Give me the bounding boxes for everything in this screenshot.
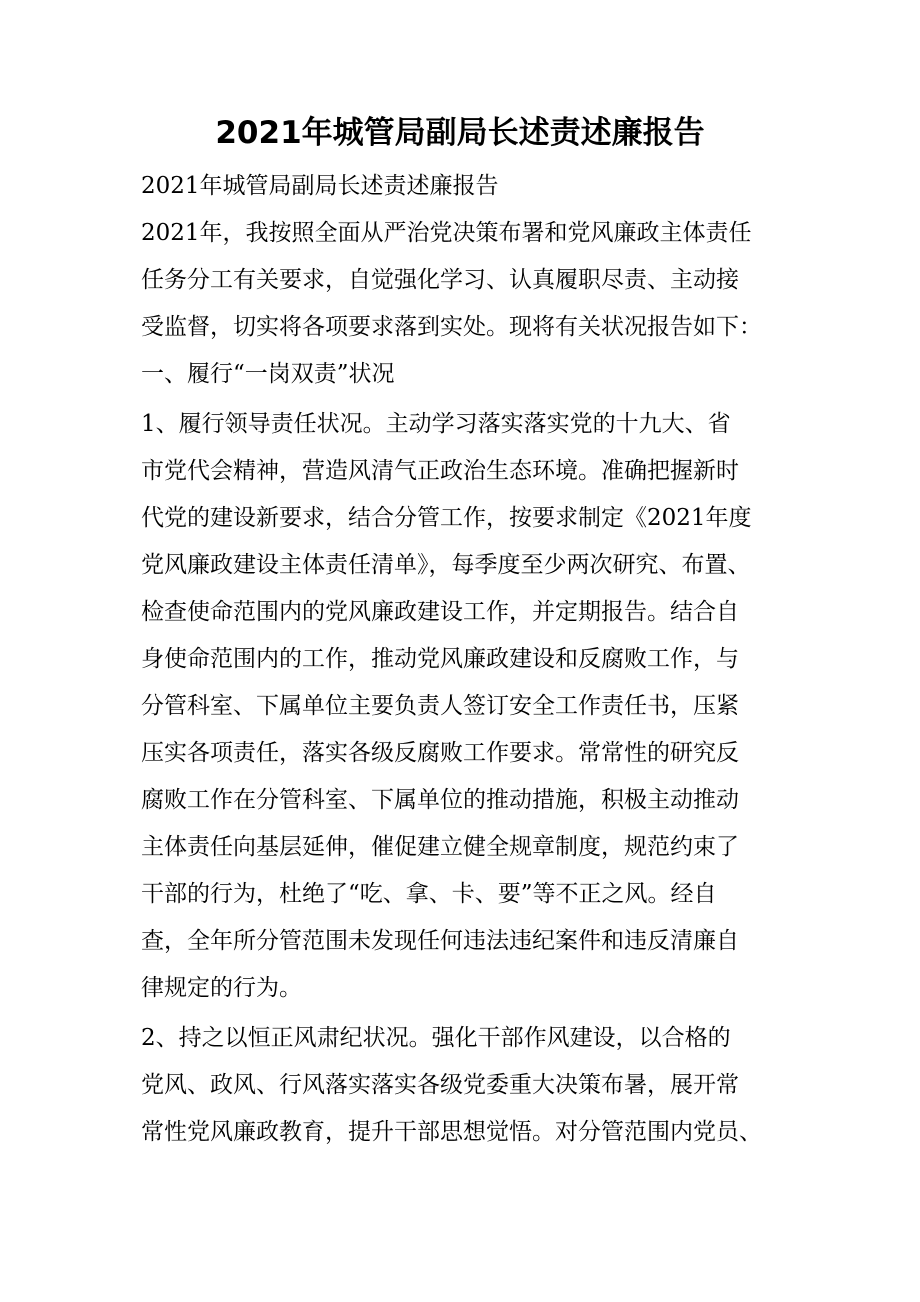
body-line: 腐败工作在分管科室、下属单位的推动措施，积极主动推动 [141, 787, 739, 813]
body-line: 市党代会精神，营造风清气正政治生态环境。准确把握新时 [141, 458, 739, 484]
section-heading: 一、履行“一岗双责”状况 [141, 361, 395, 387]
body-line: 2021年，我按照全面从严治党决策布署和党风廉政主体责任 [141, 220, 752, 246]
body-line: 2021年城管局副局长述责述廉报告 [141, 173, 499, 199]
body-line: 压实各项责任，落实各级反腐败工作要求。常常性的研究反 [141, 740, 739, 766]
body-line: 1、履行领导责任状况。主动学习落实落实党的十九大、省 [141, 411, 731, 437]
body-line: 律规定的行为。 [141, 975, 302, 1001]
body-line: 查，全年所分管范围未发现任何违法违纪案件和违反清廉自 [141, 928, 739, 954]
body-line: 身使命范围内的工作，推动党风廉政建设和反腐败工作，与 [141, 646, 739, 672]
body-line: 2、持之以恒正风肃纪状况。强化干部作风建设，以合格的 [141, 1025, 731, 1051]
body-line: 干部的行为，杜绝了“吃、拿、卡、要”等不正之风。经自 [141, 881, 717, 907]
body-line: 受监督，切实将各项要求落到实处。现将有关状况报告如下： [141, 314, 762, 340]
body-line: 党风、政风、行风落实落实各级党委重大决策布暑，展开常 [141, 1072, 739, 1098]
document-body [141, 163, 791, 1156]
body-line: 检查使命范围内的党风廉政建设工作，并定期报告。结合自 [141, 599, 739, 625]
document-title: 2021年城管局副局长述责述廉报告 [215, 115, 705, 151]
body-line: 党风廉政建设主体责任清单》，每季度至少两次研究、布置、 [141, 552, 751, 578]
body-line: 代党的建设新要求，结合分管工作，按要求制定《2021年度 [141, 505, 752, 531]
body-line: 主体责任向基层延伸，催促建立健全规章制度，规范约束了 [141, 834, 739, 860]
body-line: 任务分工有关要求，自觉强化学习、认真履职尽责、主动接 [141, 267, 739, 293]
body-line: 分管科室、下属单位主要负责人签订安全工作责任书，压紧 [141, 693, 739, 719]
body-line: 常性党风廉政教育，提升干部思想觉悟。对分管范围内党员、 [141, 1119, 762, 1145]
